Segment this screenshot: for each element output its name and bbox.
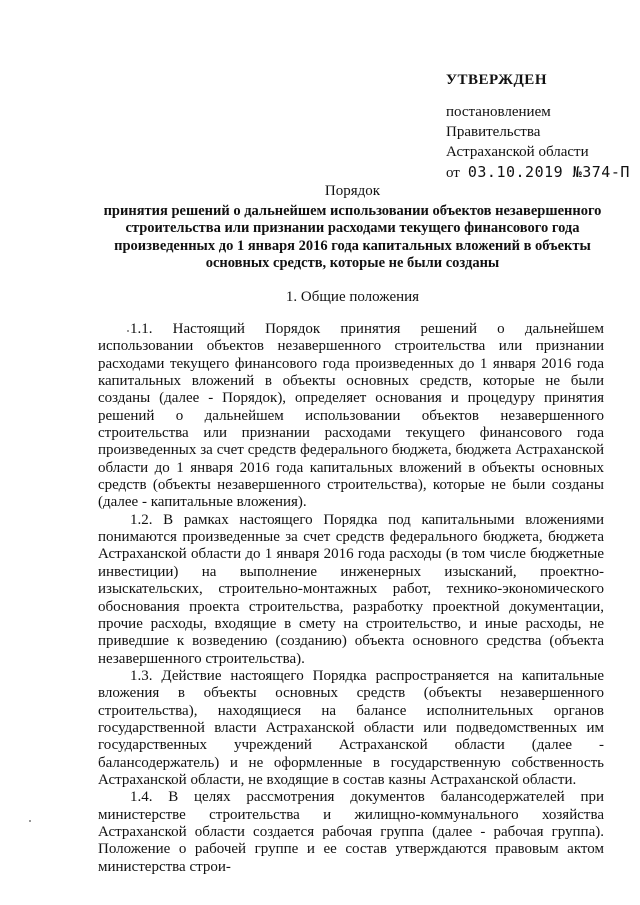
document-title-block bbox=[100, 183, 605, 273]
document-body bbox=[98, 321, 604, 876]
scan-speck bbox=[29, 820, 31, 822]
approval-date-handwritten: 03.10.2019 №374-П bbox=[467, 163, 630, 181]
approval-line-3: Астраханской области bbox=[446, 144, 589, 160]
scan-speck bbox=[127, 330, 129, 332]
paragraph-1-3: 1.3. Действие настоящего Порядка распространяется на капитальные вложения в объекты основных средств (объекты незавершенного строительства), находящиеся на балансе исполнительных органов государственной власти Астраханской области или подведомственных им государственных учреждений Астраханской области (далее - балансодержатель) и не оформленные в государственную собственность Астраханской области, не входящие в состав казны Астраханской области. bbox=[98, 667, 604, 788]
approval-line-1: постановлением bbox=[446, 104, 551, 120]
paragraph-1-4: 1.4. В целях рассмотрения документов балансодержателей при министерстве строительства и жилищно-коммунального хозяйства Астраханской области создается рабочая группа (далее - рабочая группа). Положение о рабочей группе и ее состав утверждаются правовым актом министерства строи- bbox=[98, 789, 604, 875]
approval-block bbox=[446, 70, 630, 183]
approval-date-prefix: от bbox=[446, 165, 460, 181]
approval-heading: УТВЕРЖДЕН bbox=[446, 72, 547, 88]
section-heading: 1. Общие положения bbox=[285, 289, 420, 305]
approval-line-2: Правительства bbox=[446, 124, 541, 140]
approval-date-line bbox=[446, 162, 630, 183]
document-subtitle: принятия решений о дальнейшем использовании объектов незавершенного строительства или признании расходами текущего финансового года произведенных до 1 января 2016 года капитальных вложений в объекты основных средств, которые не были созданы bbox=[103, 202, 602, 271]
document-title: Порядок bbox=[324, 183, 381, 199]
paragraph-1-2: 1.2. В рамках настоящего Порядка под капитальными вложениями понимаются произведенные за счет средств федерального бюджета, бюджета Астраханской области до 1 января 2016 года расходы (в том числе бюджетные инвестиции) на выполнение инженерных изысканий, проектно-изыскательских, строительно-монтажных работ, технико-экономического обоснования проекта строительства, разработку проектной документации, прочие расходы, входящие в смету на строительство, и иные расходы, не приведшие к возведению (созданию) объекта основного средства (объекта незавершенного строительства). bbox=[98, 511, 604, 667]
paragraph-1-1: 1.1. Настоящий Порядок принятия решений о дальнейшем использовании объектов незавершенного строительства или признании расходами текущего финансового года произведенных до 1 января 2016 года капитальных вложений в объекты основных средств, которые не были созданы (далее - Порядок), определяет основания и процедуру принятия решений о дальнейшем использовании объектов незавершенного строительства или признании расходами текущего финансового года произведенных за счет средств федерального бюджета, бюджета Астраханской области до 1 января 2016 года капитальных вложений в объекты основных средств (объекты незавершенного строительства), которые не были созданы (далее - капитальные вложения). bbox=[98, 321, 604, 511]
